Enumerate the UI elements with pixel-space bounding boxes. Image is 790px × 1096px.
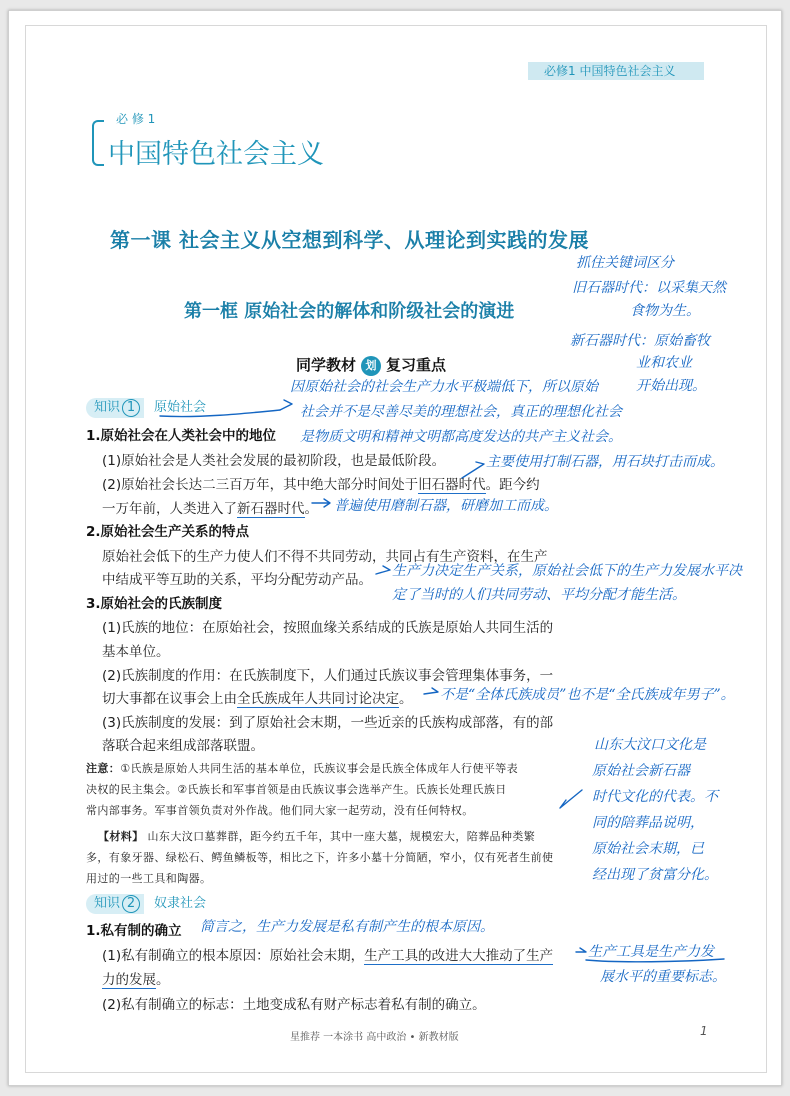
hw-note-12: 生产力决定生产关系，原始社会低下的生产力发展水平决 xyxy=(392,563,742,579)
hw-note-9: 是物质文明和精神文明都高度发达的共产主义社会。 xyxy=(300,429,622,445)
volume-title: 中国特色社会主义 xyxy=(108,139,324,170)
heading-relations: 2.原始社会生产关系的特点 xyxy=(86,524,250,540)
hw-note-2: 旧石器时代：以采集天然 xyxy=(572,280,726,296)
material-line2: 多，有象牙器、绿松石、鳄鱼鳞板等，相比之下，许多小墓十分简陋，窄小，仅有死者生前使 xyxy=(86,851,554,864)
text-p2c: 。距今约 xyxy=(485,477,540,493)
ink-underline-heading xyxy=(160,410,280,417)
hw-note-14: 不是“全体氏族成员”也不是“全氏族成年男子”。 xyxy=(440,687,735,703)
ink-arrow-relations xyxy=(376,566,390,574)
note-text1: ①氏族是原始人共同生活的基本单位，氏族议事会是氏族全体成年人行使平等表 xyxy=(120,762,519,775)
frame-title: 第一框 原始社会的解体和阶级社会的演进 xyxy=(184,301,515,322)
page-number: 1 xyxy=(700,1024,708,1038)
text-p4-line2: 基本单位。 xyxy=(102,644,170,660)
ink-arrow-new-stone xyxy=(312,499,330,507)
underline-all-adults: 全氏族成年人共同讨论决定 xyxy=(237,691,399,707)
text-p3-line2: 中结成平等互助的关系，平均分配劳动产品。 xyxy=(102,572,372,588)
text-p5b1: 切大事都在议事会上由 xyxy=(102,691,237,707)
underline-tools: 生产工具的改进大大推动了生产 xyxy=(364,948,554,964)
underline-productivity: 力的发展 xyxy=(102,972,156,988)
hw-note-10: 主要使用打制石器，用石块打击而成。 xyxy=(486,454,724,470)
text-p7a: (1)私有制确立的根本原因：原始社会末期， xyxy=(102,948,365,964)
text-p2d: 一万年前，人类进入了 xyxy=(102,501,237,517)
knowledge-number: 2 xyxy=(122,895,140,913)
text-p4-line1: (1)氏族的地位：在原始社会，按照血缘关系结成的氏族是原始人共同生活的 xyxy=(102,620,554,636)
hw-note-21: 简言之，生产力发展是私有制产生的根本原因。 xyxy=(200,919,494,935)
note-line2: 决权的民主集会。②氏族长和军事首领是由氏族议事会选举产生。氏族长处理氏族日 xyxy=(86,783,507,796)
ink-arrow-tools xyxy=(576,948,586,952)
text-p5-line1: (2)氏族制度的作用：在氏族制度下，人们通过氏族议事会管理集体事务，一 xyxy=(102,668,554,684)
text-p8: (2)私有制确立的标志：土地变成私有财产标志着私有制的确立。 xyxy=(102,997,486,1013)
hw-note-3: 食物为生。 xyxy=(630,303,700,319)
section-title-right: 复习重点 xyxy=(386,356,447,374)
header-tab: 必修1 中国特色社会主义 xyxy=(528,62,704,80)
text-p6-line2: 落联合起来组成部落联盟。 xyxy=(102,738,264,754)
text-p2a: (2)原始社会长达二三百万年，其中绝大部分时间处于 xyxy=(102,477,419,493)
knowledge-pill-label: 知识 xyxy=(94,896,121,911)
footer: 星推荐 一本涂书 高中政治 • 新教材版 xyxy=(290,1032,459,1043)
note-line3: 常内部事务。军事首领负责对外作战。他们同大家一起劳动，没有任何特权。 xyxy=(86,804,474,817)
knowledge-name: 原始社会 xyxy=(154,400,207,415)
note-label: 注意： xyxy=(86,762,121,775)
hw-note-20: 经出现了贫富分化。 xyxy=(592,867,718,883)
ink-arrow-adults xyxy=(424,688,438,694)
underline-old-stone-age: 旧石器时代 xyxy=(418,477,486,493)
volume-label: 必 修 1 xyxy=(116,112,156,126)
hw-note-13: 定了当时的人们共同劳动、平均分配才能生活。 xyxy=(392,587,686,603)
material-text1: 山东大汶口墓葬群，距今约五千年，其中一座大墓，规模宏大，陪葬品种类繁 xyxy=(147,830,536,843)
text-p1: (1)原始社会是人类社会发展的最初阶段，也是最低阶段。 xyxy=(102,453,446,469)
hw-note-19: 原始社会末期，已 xyxy=(592,841,704,857)
text-p6-line1: (3)氏族制度的发展：到了原始社会末期，一些近亲的氏族构成部落，有的部 xyxy=(102,715,554,731)
hw-note-11: 普遍使用磨制石器，研磨加工而成。 xyxy=(334,498,558,514)
hw-note-23: 展水平的重要标志。 xyxy=(600,969,726,985)
text-p3-line1: 原始社会低下的生产力使人们不得不共同劳动，共同占有生产资料，在生产 xyxy=(102,549,548,565)
ink-underline-tools-note xyxy=(586,959,724,962)
hw-note-22: 生产工具是生产力发 xyxy=(588,944,714,960)
hw-note-17: 时代文化的代表。不 xyxy=(592,789,718,805)
text-p7d: 。 xyxy=(156,972,170,988)
hw-note-18: 同的陪葬品说明， xyxy=(592,815,704,831)
hw-note-6: 开始出现。 xyxy=(636,378,706,394)
knowledge-pill-label: 知识 xyxy=(94,400,121,415)
lesson-title: 第一课 社会主义从空想到科学、从理论到实践的发展 xyxy=(110,228,589,252)
section-title-left: 同学教材 xyxy=(296,356,357,374)
heading-position: 1.原始社会在人类社会中的地位 xyxy=(86,428,277,444)
hw-note-4: 新石器时代：原始畜牧 xyxy=(570,333,710,349)
hw-note-1: 抓住关键词区分 xyxy=(576,255,674,271)
underline-new-stone-age: 新石器时代 xyxy=(237,501,305,517)
knowledge-name: 奴隶社会 xyxy=(154,896,207,911)
pen-badge-icon: 划 xyxy=(361,356,381,376)
text-p2f: 。 xyxy=(304,501,318,517)
heading-private: 1.私有制的确立 xyxy=(86,923,182,939)
ink-arrow-to-note xyxy=(280,400,292,410)
ink-arrow-material xyxy=(560,790,582,808)
hw-note-8: 社会并不是尽善尽美的理想社会，真正的理想化社会 xyxy=(300,404,622,420)
knowledge-number: 1 xyxy=(122,399,140,417)
hw-note-16: 原始社会新石器 xyxy=(592,763,690,779)
hw-note-5: 业和农业 xyxy=(636,355,692,371)
text-p5b3: 。 xyxy=(399,691,413,707)
material-line3: 用过的一些工具和陶器。 xyxy=(86,872,212,885)
material-label: 【材料】 xyxy=(98,830,144,843)
ink-arrow-old-stone xyxy=(462,462,484,478)
hw-note-15: 山东大汶口文化是 xyxy=(594,737,706,753)
hw-note-7: 因原始社会的社会生产力水平极端低下，所以原始 xyxy=(290,379,598,395)
heading-clan: 3.原始社会的氏族制度 xyxy=(86,596,223,612)
